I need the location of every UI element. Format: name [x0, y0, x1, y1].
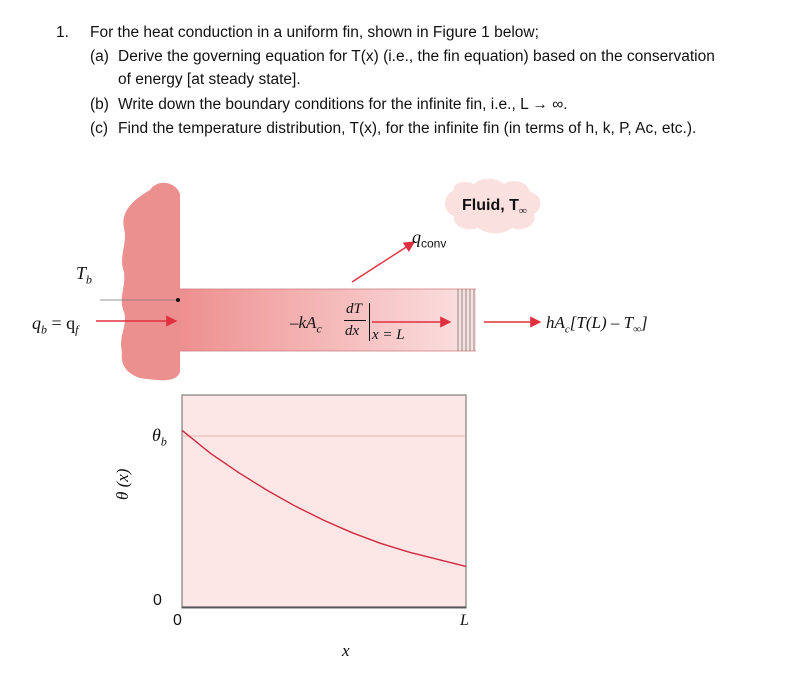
- part-c-label: (c): [90, 120, 109, 137]
- wall-shape: [121, 183, 180, 381]
- convection-arrow: [352, 242, 414, 282]
- part-b-label: (b): [90, 96, 109, 113]
- fluid-label: Fluid, $T_\infty$: [462, 197, 527, 218]
- tip-convection-label: $hA_c[T(L) - T_\infty]$: [546, 313, 648, 336]
- part-a-label: (a): [90, 48, 109, 65]
- x-L-label: L: [460, 612, 469, 629]
- x-axis-label: x: [342, 641, 350, 660]
- y-zero-label: 0: [153, 592, 162, 609]
- conduction-eval: x = L: [372, 327, 405, 343]
- part-c-line-1: Find the temperature distribution, T(x), for the infinite fin (in terms of h, k, P, Aᴄ, etc.).: [118, 120, 697, 137]
- question-intro: For the heat conduction in a uniform fin, shown in Figure 1 below;: [90, 24, 539, 41]
- eval-bar: [369, 303, 370, 341]
- conduction-numerator: dT: [346, 301, 362, 317]
- question-number: 1.: [56, 24, 69, 41]
- base-dot: [176, 298, 180, 302]
- conduction-denominator: dx: [345, 323, 360, 339]
- tb-label: $T_b$: [76, 263, 93, 287]
- x-zero-label: 0: [173, 612, 182, 629]
- plot-area: [182, 395, 466, 608]
- conduction-prefix: $-kA_c$: [290, 313, 322, 336]
- part-b-line-1: Write down the boundary conditions for the infinite fin, i.e., L → ∞.: [118, 96, 568, 113]
- fin-body: [180, 289, 476, 351]
- q-conv-label: $q_{conv}$: [412, 227, 447, 251]
- theta-b-label: $\theta_b$: [152, 425, 167, 449]
- part-a-line-2: of energy [at steady state].: [118, 71, 301, 88]
- qb-qf-label: $q_b = q_f$: [32, 313, 79, 337]
- part-a-line-1: Derive the governing equation for T(x) (i.e., the fin equation) based on the conservation: [118, 48, 715, 65]
- y-axis-label: θ (x): [113, 468, 132, 500]
